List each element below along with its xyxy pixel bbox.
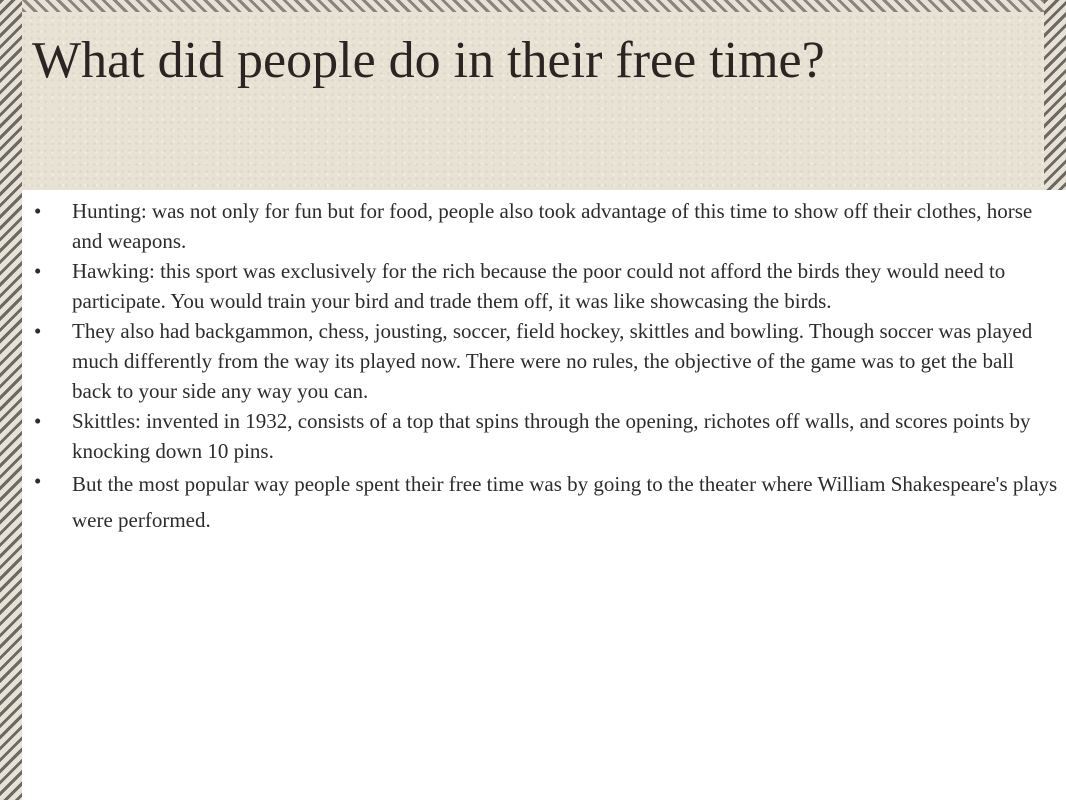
bullet-dot-icon: • <box>34 199 42 223</box>
bullet-item-theater <box>22 466 1066 538</box>
bullet-item-games <box>22 316 1066 406</box>
frame-left-border <box>0 0 22 800</box>
bullet-text: Skittles: invented in 1932, consists of a top that spins through the opening, richotes off walls, and scores points by knocking down 10 pins. <box>72 409 1031 463</box>
content-panel <box>22 190 1066 800</box>
bullet-item-hawking <box>22 256 1066 316</box>
bullet-dot-icon: • <box>34 469 42 493</box>
bullet-dot-icon: • <box>34 409 42 433</box>
bullet-text: They also had backgammon, chess, jousting, soccer, field hockey, skittles and bowling. Though soccer was played much differently from the way its played now. There were no rules, the objective of the game was to get the ball back to your side any way you can. <box>72 319 1033 403</box>
bullet-dot-icon: • <box>34 319 42 343</box>
bullet-text: Hunting: was not only for fun but for food, people also took advantage of this time to show off their clothes, horse and weapons. <box>72 199 1033 253</box>
title-area <box>22 0 1044 190</box>
slide-title: What did people do in their free time? <box>32 32 825 89</box>
bullet-text: Hawking: this sport was exclusively for the rich because the poor could not afford the birds they would need to participate. You would train your bird and trade them off, it was like showcasing the birds. <box>72 259 1006 313</box>
bullet-text: But the most popular way people spent their free time was by going to the theater where William Shakespeare's plays were performed. <box>72 472 1058 532</box>
bullet-dot-icon: • <box>34 259 42 283</box>
bullet-list <box>22 190 1066 538</box>
bullet-item-skittles <box>22 406 1066 466</box>
bullet-item-hunting <box>22 196 1066 256</box>
